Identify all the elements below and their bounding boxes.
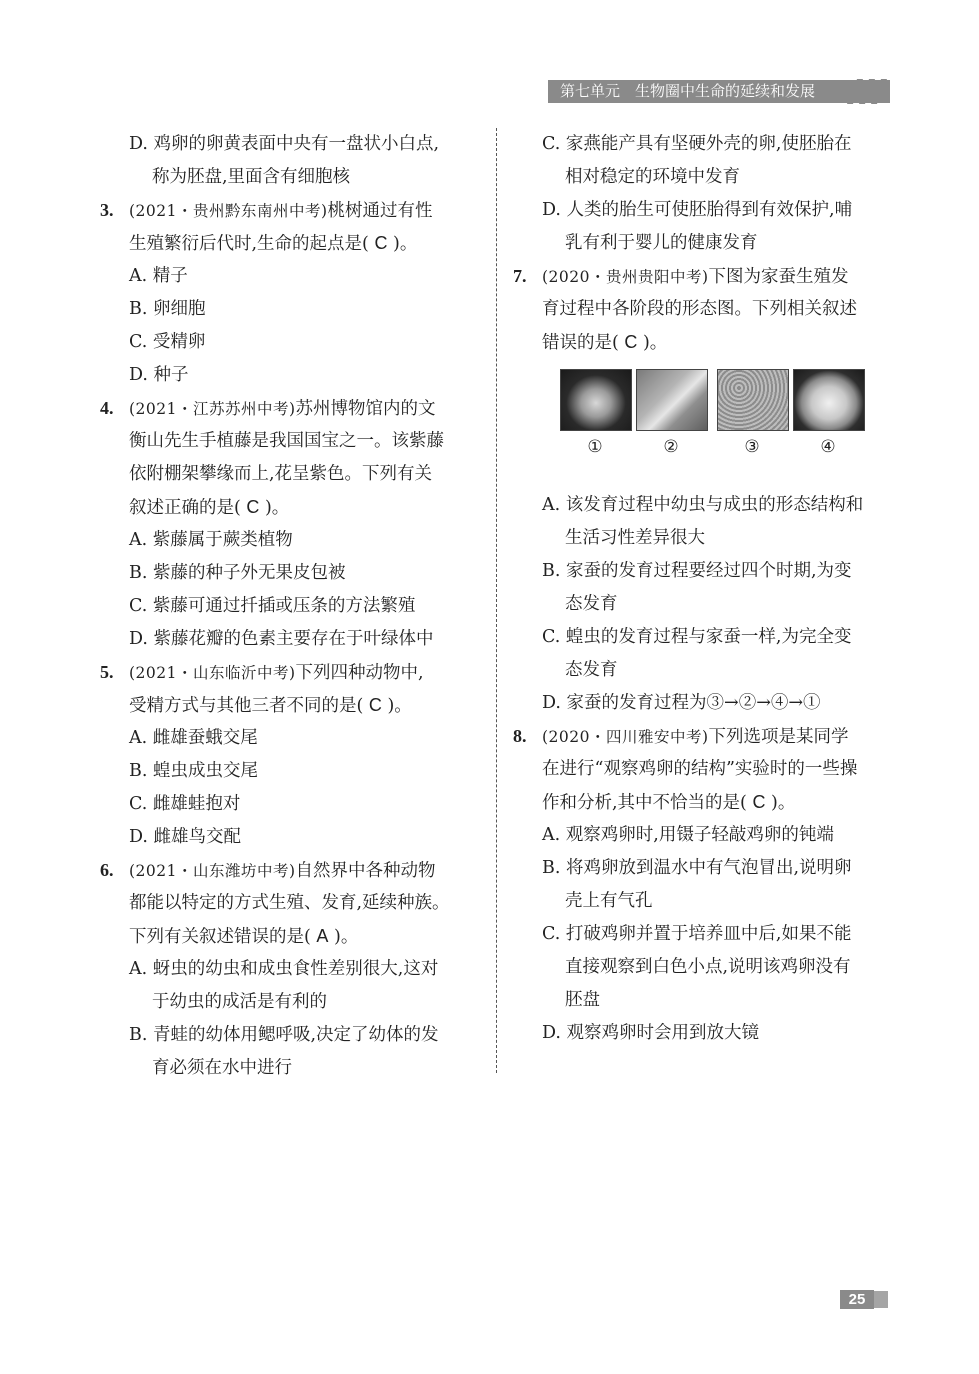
- q4-option-c: C. 紫藤可通过扦插或压条的方法繁殖: [129, 596, 416, 616]
- question-stem: )。: [264, 498, 290, 518]
- figure-label: ④: [820, 437, 836, 457]
- q7-stem-line1: [513, 260, 895, 293]
- q7-stem-line2: 育过程中各阶段的形态图。下列相关叙述: [542, 299, 857, 319]
- q7-stem-line3: [513, 326, 895, 359]
- q5-option-b: B. 蝗虫成虫交尾: [129, 761, 258, 781]
- q8-option-b-line1: B. 将鸡卵放到温水中有气泡冒出,说明卵: [542, 858, 852, 878]
- question-stem: 叙述正确的是(: [129, 498, 241, 518]
- moth-photo: [560, 369, 632, 431]
- q7-option-b-line2: 态发育: [565, 594, 618, 614]
- question-stem: 生殖繁衍后代时,生命的起点是(: [129, 234, 369, 254]
- question-stem: )。: [642, 333, 668, 353]
- question-number: 5.: [100, 662, 114, 682]
- q3-option-b: B. 卵细胞: [129, 299, 206, 319]
- q3-stem-line1: [100, 194, 482, 227]
- q3-option-c: C. 受精卵: [129, 332, 206, 352]
- q6-option-d-line1: D. 人类的胎生可使胚胎得到有效保护,哺: [542, 200, 853, 220]
- question-number: 8.: [513, 726, 527, 746]
- question-stem: )。: [393, 234, 418, 254]
- q3-stem-line2: [100, 227, 482, 260]
- right-column: [513, 128, 895, 1050]
- question-stem: )。: [387, 696, 412, 716]
- q6-option-b-line1: B. 青蛙的幼体用鳃呼吸,决定了幼体的发: [129, 1025, 439, 1045]
- answer: C: [752, 792, 766, 812]
- question-stem: 下列有关叙述错误的是(: [129, 927, 311, 947]
- question-stem: 受精方式与其他三者不同的是(: [129, 696, 364, 716]
- q7-option-b-line1: B. 家蚕的发育过程要经过四个时期,为变: [542, 561, 852, 581]
- question-number: 3.: [100, 200, 114, 220]
- q8-stem-line1: [513, 720, 895, 753]
- figure-label: ①: [587, 437, 603, 457]
- column-divider: [496, 128, 497, 1073]
- q6-option-b-line2: 育必须在水中进行: [152, 1058, 292, 1078]
- q5-option-c: C. 雌雄蛙抱对: [129, 794, 241, 814]
- q4-option-b: B. 紫藤的种子外无果皮包被: [129, 563, 346, 583]
- q5-option-a: A. 雌雄蚕蛾交尾: [129, 728, 258, 748]
- q7-option-c-line1: C. 蝗虫的发育过程与家蚕一样,为完全变: [542, 627, 852, 647]
- unit-title: 第七单元 生物圈中生命的延续和发展: [560, 82, 816, 100]
- left-column: [100, 128, 482, 1085]
- question-stem: 作和分析,其中不恰当的是(: [542, 793, 747, 813]
- question-stem: 苏州博物馆内的文: [295, 399, 436, 419]
- question-stem: 下列选项是某同学: [708, 727, 849, 747]
- q6-option-c-line1: C. 家燕能产具有坚硬外壳的卵,使胚胎在: [542, 134, 852, 154]
- q3-option-d: D. 种子: [129, 365, 189, 385]
- q8-option-c-line2: 直接观察到白色小点,说明该鸡卵没有: [565, 957, 851, 977]
- q8-stem-line2: 在进行“观察鸡卵的结构”实验时的一些操: [542, 759, 858, 779]
- answer: C: [624, 332, 638, 352]
- question-number: 6.: [100, 860, 114, 880]
- answer: C: [374, 233, 388, 253]
- q8-option-d: D. 观察鸡卵时会用到放大镜: [542, 1023, 760, 1043]
- q8-option-a: A. 观察鸡卵时,用镊子轻敲鸡卵的钝端: [542, 825, 834, 845]
- page-number: 25: [840, 1290, 874, 1309]
- question-stem: 自然界中各种动物: [295, 861, 436, 881]
- q4-stem-line2: 衡山先生手植藤是我国国宝之一。该紫藤: [129, 431, 444, 451]
- question-number: 7.: [513, 266, 527, 286]
- question-source: (2021・江苏苏州中考): [129, 400, 296, 418]
- q6-stem-line2: 都能以特定的方式生殖、发育,延续种族。: [129, 893, 450, 913]
- q8-option-c-line1: C. 打破鸡卵并置于培养皿中后,如果不能: [542, 924, 852, 944]
- question-stem: 下列四种动物中,: [295, 663, 424, 683]
- q7-option-d: D. 家蚕的发育过程为③→②→④→①: [542, 693, 821, 713]
- question-source: (2021・山东临沂中考): [129, 664, 296, 682]
- answer: C: [246, 497, 260, 517]
- question-stem: 下图为家蚕生殖发: [708, 267, 849, 287]
- q7-option-a-line1: A. 该发育过程中幼虫与成虫的形态结构和: [542, 495, 864, 515]
- q6-option-c-line2: 相对稳定的环境中发育: [565, 167, 740, 187]
- pupa-photo: [793, 369, 865, 431]
- question-number: 4.: [100, 398, 114, 418]
- figure-label: ②: [663, 437, 679, 457]
- q2-option-d-line2: 称为胚盘,里面含有细胞核: [152, 167, 351, 187]
- q8-stem-line3: [513, 786, 895, 819]
- q4-stem-line1: [100, 392, 482, 425]
- q6-stem-line3: [100, 920, 482, 953]
- question-stem: )。: [334, 927, 359, 947]
- answer: C: [368, 695, 382, 715]
- question-stem: )。: [771, 793, 796, 813]
- q3-option-a: A. 精子: [129, 266, 188, 286]
- q4-stem-line3: 依附棚架攀缘而上,花呈紫色。下列有关: [129, 464, 433, 484]
- q5-option-d: D. 雌雄鸟交配: [129, 827, 242, 847]
- question-source: (2021・贵州黔东南州中考): [129, 202, 328, 220]
- question-stem: 错误的是(: [542, 333, 619, 353]
- q4-option-a: A. 紫藤属于蕨类植物: [129, 530, 293, 550]
- q6-stem-line1: [100, 854, 482, 887]
- eggs-photo: [717, 369, 789, 431]
- question-source: (2020・贵州贵阳中考): [542, 268, 709, 286]
- question-source: (2020・四川雅安中考): [542, 728, 709, 746]
- q4-stem-line4: [100, 491, 482, 524]
- silkworm-stages-figure: [513, 359, 895, 489]
- question-source: (2021・山东潍坊中考): [129, 862, 296, 880]
- q5-stem-line2: [100, 689, 482, 722]
- q5-stem-line1: [100, 656, 482, 689]
- q2-option-d-line1: D. 鸡卵的卵黄表面中央有一盘状小白点,: [129, 134, 440, 154]
- q8-option-c-line3: 胚盘: [565, 990, 600, 1010]
- answer: A: [316, 926, 329, 946]
- q6-option-a-line1: A. 蚜虫的幼虫和成虫食性差别很大,这对: [129, 959, 439, 979]
- q8-option-b-line2: 壳上有气孔: [565, 891, 653, 911]
- q7-option-c-line2: 态发育: [565, 660, 618, 680]
- q7-option-a-line2: 生活习性差异很大: [565, 528, 705, 548]
- larva-photo: [636, 369, 708, 431]
- q6-option-d-line2: 乳有利于婴儿的健康发育: [565, 233, 758, 253]
- q6-option-a-line2: 于幼虫的成活是有利的: [152, 992, 327, 1012]
- question-stem: 桃树通过有性: [327, 201, 433, 221]
- q4-option-d: D. 紫藤花瓣的色素主要存在于叶绿体中: [129, 629, 434, 649]
- figure-label: ③: [744, 437, 760, 457]
